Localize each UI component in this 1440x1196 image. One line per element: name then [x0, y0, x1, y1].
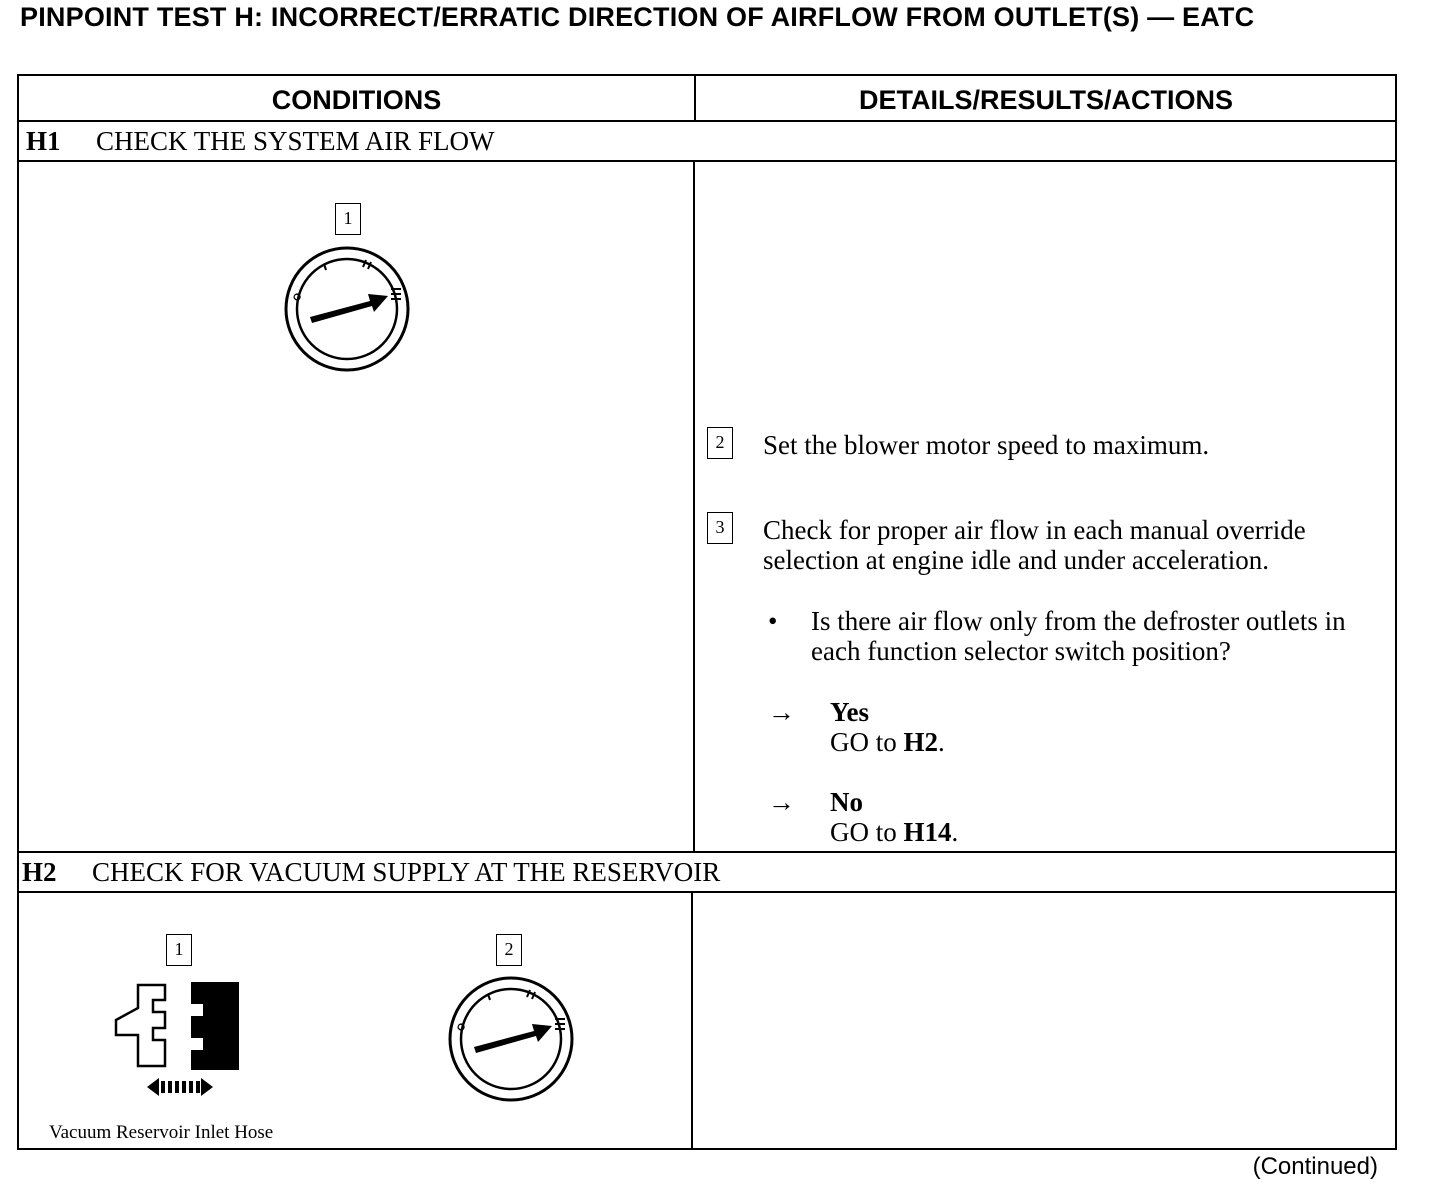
column-header-conditions: CONDITIONS [271, 85, 442, 115]
rule-h2-top [17, 851, 1397, 853]
result-no-action [830, 817, 958, 847]
step-number-box: 1 [166, 934, 192, 966]
step-3-text: Check for proper air flow in each manual override selection at engine idle and under acceleration. [763, 515, 1306, 575]
column-divider-h1 [693, 160, 695, 853]
continued-label: (Continued) [1252, 1153, 1378, 1180]
action-suffix: . [938, 727, 945, 757]
action-prefix: GO to [830, 727, 897, 757]
section-h2-title [22, 855, 720, 889]
svg-text:O: O [455, 1021, 469, 1034]
step-number-box: 3 [707, 512, 733, 544]
action-prefix: GO to [830, 817, 897, 847]
action-target: H14 [903, 817, 952, 847]
arrow-no: → [768, 787, 795, 817]
section-code: H1 [26, 126, 61, 156]
section-title-text: CHECK FOR VACUUM SUPPLY AT THE RESERVOIR [92, 857, 721, 887]
vacuum-hose-connector-icon [113, 980, 243, 1102]
action-target: H2 [903, 727, 939, 757]
step-number-box: 1 [335, 203, 361, 235]
section-title-text: CHECK THE SYSTEM AIR FLOW [96, 126, 495, 156]
result-no-label: No [830, 787, 863, 817]
arrow-yes: → [768, 697, 795, 727]
rule-h2-title [17, 891, 1397, 893]
step-number-box: 2 [707, 427, 733, 459]
rule-h1-title [17, 160, 1397, 162]
result-yes-action [830, 727, 945, 757]
result-yes-label: Yes [830, 697, 869, 727]
step-2-text: Set the blower motor speed to maximum. [763, 430, 1210, 460]
svg-text:O: O [291, 291, 305, 304]
bullet: • [768, 606, 778, 636]
blower-switch-icon [448, 976, 574, 1102]
rule-header [17, 120, 1397, 122]
step-number-box: 2 [496, 934, 522, 966]
section-code: H2 [22, 857, 57, 887]
question-text: Is there air flow only from the defroster outlets in each function selector switch position? [811, 606, 1346, 666]
action-suffix: . [951, 817, 959, 847]
blower-switch-icon [284, 246, 410, 372]
figure-caption: Vacuum Reservoir Inlet Hose [49, 1122, 274, 1143]
column-divider-h2 [691, 891, 693, 1150]
section-h1-title [26, 124, 495, 158]
page-title: PINPOINT TEST H: INCORRECT/ERRATIC DIRECTION OF AIRFLOW FROM OUTLET(S) — EATC [20, 2, 1255, 32]
column-header-details: DETAILS/RESULTS/ACTIONS [858, 85, 1233, 115]
